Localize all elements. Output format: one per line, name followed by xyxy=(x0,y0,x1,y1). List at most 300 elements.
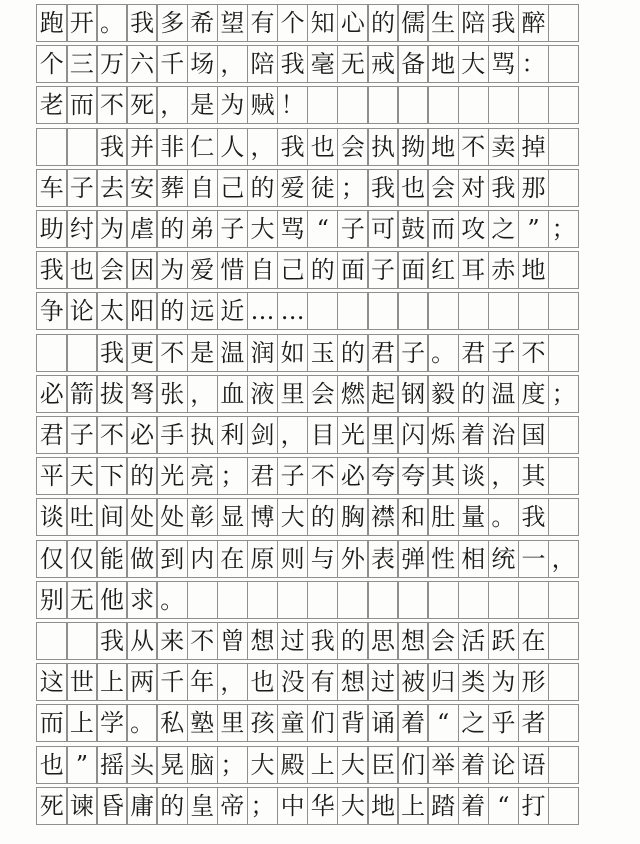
character-cell: 语 xyxy=(518,746,550,784)
character-cell xyxy=(397,86,429,124)
character-cell xyxy=(367,292,399,330)
character-cell xyxy=(187,581,219,619)
character-cell xyxy=(277,581,309,619)
character-cell: 千 xyxy=(156,663,188,701)
character-cell: 昏 xyxy=(96,787,128,825)
text-line xyxy=(36,787,604,825)
character-cell: 处 xyxy=(156,498,188,536)
character-cell: 的 xyxy=(126,457,158,495)
character-cell: 平 xyxy=(36,457,68,495)
text-line xyxy=(36,375,604,413)
character-cell: 性 xyxy=(427,540,459,578)
character-cell: 面 xyxy=(337,251,369,289)
text-line xyxy=(36,45,604,83)
text-line xyxy=(36,622,604,660)
character-cell: 钢 xyxy=(397,375,429,413)
character-cell: 的 xyxy=(247,169,279,207)
character-cell: 万 xyxy=(96,45,128,83)
character-cell: 知 xyxy=(307,4,339,42)
character-cell: 陪 xyxy=(458,4,490,42)
character-cell: 为 xyxy=(96,210,128,248)
character-cell xyxy=(548,169,580,207)
character-cell: 谈 xyxy=(36,498,68,536)
character-cell: 心 xyxy=(337,4,369,42)
character-cell: ； xyxy=(337,169,369,207)
character-cell: ， xyxy=(277,416,309,454)
character-cell: 也 xyxy=(307,128,339,166)
character-cell: 的 xyxy=(307,251,339,289)
character-cell: 无 xyxy=(337,45,369,83)
character-cell: 而 xyxy=(427,210,459,248)
character-cell: 备 xyxy=(397,45,429,83)
character-cell: 度 xyxy=(518,375,550,413)
character-cell: 塾 xyxy=(187,704,219,742)
text-line xyxy=(36,416,604,454)
character-cell xyxy=(36,334,68,372)
character-cell: ： xyxy=(518,45,550,83)
character-cell: 也 xyxy=(36,746,68,784)
character-cell: 跃 xyxy=(488,622,520,660)
character-cell: 打 xyxy=(518,787,550,825)
character-cell: 举 xyxy=(427,746,459,784)
character-cell: 襟 xyxy=(367,498,399,536)
character-cell: 地 xyxy=(518,251,550,289)
text-line xyxy=(36,210,604,248)
character-cell: 子 xyxy=(277,457,309,495)
character-cell: 博 xyxy=(247,498,279,536)
character-cell: 弟 xyxy=(187,210,219,248)
character-cell xyxy=(36,128,68,166)
character-cell xyxy=(548,292,580,330)
text-line xyxy=(36,746,604,784)
character-cell xyxy=(548,4,580,42)
character-cell: 太 xyxy=(96,292,128,330)
character-cell: 我 xyxy=(36,251,68,289)
character-cell xyxy=(337,86,369,124)
character-cell: 的 xyxy=(337,622,369,660)
character-cell: 其 xyxy=(518,457,550,495)
character-cell: 统 xyxy=(488,540,520,578)
character-cell: 争 xyxy=(36,292,68,330)
text-line xyxy=(36,4,604,42)
character-cell: 晃 xyxy=(156,746,188,784)
character-cell: 子 xyxy=(66,416,98,454)
character-cell: 希 xyxy=(187,4,219,42)
character-cell: 曾 xyxy=(217,622,249,660)
character-cell: 拔 xyxy=(96,375,128,413)
character-cell xyxy=(337,292,369,330)
character-cell: 子 xyxy=(367,251,399,289)
character-cell: 子 xyxy=(337,210,369,248)
character-cell: 闪 xyxy=(397,416,429,454)
character-cell: 掉 xyxy=(518,128,550,166)
character-cell xyxy=(548,128,580,166)
character-cell: 庸 xyxy=(126,787,158,825)
text-line xyxy=(36,540,604,578)
character-cell: 显 xyxy=(217,498,249,536)
character-cell xyxy=(36,622,68,660)
character-cell: 必 xyxy=(337,457,369,495)
text-line xyxy=(36,251,604,289)
character-cell: 老 xyxy=(36,86,68,124)
character-cell: 过 xyxy=(277,622,309,660)
character-cell: 原 xyxy=(247,540,279,578)
character-cell: 会 xyxy=(337,128,369,166)
character-cell: 上 xyxy=(307,746,339,784)
character-cell: 的 xyxy=(367,4,399,42)
character-cell: 开 xyxy=(66,4,98,42)
character-cell: 葬 xyxy=(156,169,188,207)
character-cell: 不 xyxy=(187,622,219,660)
character-cell: 那 xyxy=(518,169,550,207)
character-cell: 徒 xyxy=(307,169,339,207)
character-cell: 间 xyxy=(96,498,128,536)
character-cell: 在 xyxy=(217,540,249,578)
character-cell: 摇 xyxy=(96,746,128,784)
character-cell: 的 xyxy=(337,334,369,372)
character-cell: 望 xyxy=(217,4,249,42)
character-cell: 我 xyxy=(367,169,399,207)
character-cell: 骂 xyxy=(488,45,520,83)
character-cell: ； xyxy=(548,375,580,413)
character-cell: 生 xyxy=(427,4,459,42)
character-cell: 想 xyxy=(397,622,429,660)
character-cell: 亮 xyxy=(187,457,219,495)
character-cell: 跑 xyxy=(36,4,68,42)
character-cell: 己 xyxy=(277,251,309,289)
character-cell: “ xyxy=(488,787,520,825)
character-cell xyxy=(247,581,279,619)
character-cell: 会 xyxy=(427,169,459,207)
text-line xyxy=(36,169,604,207)
character-cell: 彰 xyxy=(187,498,219,536)
character-cell: 着 xyxy=(458,787,490,825)
character-cell: 这 xyxy=(36,663,68,701)
character-cell: 踏 xyxy=(427,787,459,825)
character-cell: 六 xyxy=(126,45,158,83)
character-cell: 不 xyxy=(156,334,188,372)
character-cell: 一 xyxy=(518,540,550,578)
character-cell: 皇 xyxy=(187,787,219,825)
character-cell: 必 xyxy=(126,416,158,454)
character-cell: 我 xyxy=(277,128,309,166)
character-cell: 夸 xyxy=(397,457,429,495)
character-cell: 着 xyxy=(458,416,490,454)
character-cell: 子 xyxy=(488,334,520,372)
character-cell xyxy=(548,622,580,660)
character-cell: 地 xyxy=(427,45,459,83)
character-cell: 形 xyxy=(518,663,550,701)
character-cell: 中 xyxy=(277,787,309,825)
character-cell: 臣 xyxy=(367,746,399,784)
character-cell: ； xyxy=(217,457,249,495)
character-cell: 里 xyxy=(277,375,309,413)
character-cell: 到 xyxy=(156,540,188,578)
character-cell: 光 xyxy=(156,457,188,495)
character-cell: 谏 xyxy=(66,787,98,825)
character-cell: ， xyxy=(548,540,580,578)
character-cell: 学 xyxy=(96,704,128,742)
character-cell: 因 xyxy=(126,251,158,289)
character-cell xyxy=(548,787,580,825)
character-cell: 车 xyxy=(36,169,68,207)
character-cell: 大 xyxy=(458,45,490,83)
character-cell xyxy=(518,292,550,330)
character-cell: 君 xyxy=(458,334,490,372)
character-cell: 为 xyxy=(217,86,249,124)
character-cell: 我 xyxy=(488,169,520,207)
character-cell: … xyxy=(277,292,309,330)
character-cell: ， xyxy=(156,86,188,124)
character-cell: 温 xyxy=(488,375,520,413)
character-cell xyxy=(548,498,580,536)
character-cell xyxy=(367,581,399,619)
character-cell: 多 xyxy=(156,4,188,42)
character-cell: 不 xyxy=(96,86,128,124)
character-cell: 大 xyxy=(247,210,279,248)
character-cell: ， xyxy=(217,663,249,701)
character-cell: 起 xyxy=(367,375,399,413)
character-cell: 在 xyxy=(518,622,550,660)
character-cell: 死 xyxy=(36,787,68,825)
character-cell: 烁 xyxy=(427,416,459,454)
character-cell: 不 xyxy=(96,416,128,454)
character-cell: 血 xyxy=(217,375,249,413)
character-cell: 执 xyxy=(187,416,219,454)
character-cell: 胸 xyxy=(337,498,369,536)
character-cell: 之 xyxy=(488,210,520,248)
character-cell: 骂 xyxy=(277,210,309,248)
character-cell xyxy=(518,581,550,619)
character-cell: 燃 xyxy=(337,375,369,413)
character-cell: 其 xyxy=(427,457,459,495)
character-cell: 执 xyxy=(367,128,399,166)
character-cell: 仅 xyxy=(66,540,98,578)
character-cell: 的 xyxy=(156,292,188,330)
character-cell: ” xyxy=(66,746,98,784)
character-cell: 弹 xyxy=(397,540,429,578)
character-cell: 。 xyxy=(126,704,158,742)
character-cell: 下 xyxy=(96,457,128,495)
character-cell: 处 xyxy=(126,498,158,536)
character-cell: 贼 xyxy=(247,86,279,124)
character-cell: 里 xyxy=(367,416,399,454)
character-cell: 有 xyxy=(247,4,279,42)
character-cell: 从 xyxy=(126,622,158,660)
character-cell: 个 xyxy=(277,4,309,42)
character-cell: 想 xyxy=(247,622,279,660)
character-cell: 我 xyxy=(488,4,520,42)
character-cell: ， xyxy=(247,128,279,166)
character-cell xyxy=(458,292,490,330)
character-cell: 国 xyxy=(518,416,550,454)
character-cell: 红 xyxy=(427,251,459,289)
character-cell: 君 xyxy=(367,334,399,372)
character-cell: 醉 xyxy=(518,4,550,42)
character-cell xyxy=(548,663,580,701)
character-cell: 想 xyxy=(337,663,369,701)
character-cell: 死 xyxy=(126,86,158,124)
character-cell xyxy=(427,581,459,619)
character-cell: 仅 xyxy=(36,540,68,578)
character-cell xyxy=(427,292,459,330)
character-cell: 。 xyxy=(96,4,128,42)
character-cell: 必 xyxy=(36,375,68,413)
character-cell: 着 xyxy=(458,746,490,784)
character-cell: 没 xyxy=(277,663,309,701)
character-cell: 拗 xyxy=(397,128,429,166)
character-cell: 温 xyxy=(217,334,249,372)
character-cell: 耳 xyxy=(458,251,490,289)
character-cell xyxy=(548,251,580,289)
character-cell: 里 xyxy=(217,704,249,742)
character-cell: 无 xyxy=(66,581,98,619)
character-cell: 活 xyxy=(458,622,490,660)
character-cell: 远 xyxy=(187,292,219,330)
character-cell: 世 xyxy=(66,663,98,701)
text-line xyxy=(36,581,604,619)
character-cell xyxy=(548,334,580,372)
character-cell: 会 xyxy=(427,622,459,660)
text-line xyxy=(36,86,604,124)
character-cell xyxy=(217,581,249,619)
character-cell: ， xyxy=(488,457,520,495)
character-cell: 私 xyxy=(156,704,188,742)
character-cell: 个 xyxy=(36,45,68,83)
character-cell xyxy=(66,334,98,372)
text-line xyxy=(36,663,604,701)
character-cell: 手 xyxy=(156,416,188,454)
character-cell: 子 xyxy=(217,210,249,248)
character-cell: 可 xyxy=(367,210,399,248)
character-cell xyxy=(518,86,550,124)
character-cell: 类 xyxy=(458,663,490,701)
character-cell: 童 xyxy=(277,704,309,742)
character-cell: ” xyxy=(518,210,550,248)
character-cell: 如 xyxy=(277,334,309,372)
character-cell: 自 xyxy=(247,251,279,289)
character-cell: 治 xyxy=(488,416,520,454)
character-cell xyxy=(307,86,339,124)
character-cell xyxy=(397,581,429,619)
character-cell: 做 xyxy=(126,540,158,578)
character-cell xyxy=(548,45,580,83)
character-cell xyxy=(397,292,429,330)
text-line xyxy=(36,334,604,372)
character-cell xyxy=(488,292,520,330)
character-cell: 助 xyxy=(36,210,68,248)
character-cell: 大 xyxy=(277,498,309,536)
character-cell xyxy=(548,416,580,454)
character-cell: 会 xyxy=(96,251,128,289)
character-cell: 之 xyxy=(458,704,490,742)
character-cell: 光 xyxy=(337,416,369,454)
character-cell: 乎 xyxy=(488,704,520,742)
character-cell: 不 xyxy=(518,334,550,372)
character-cell: 面 xyxy=(397,251,429,289)
character-cell: 的 xyxy=(307,498,339,536)
character-cell xyxy=(307,581,339,619)
character-cell: 地 xyxy=(367,787,399,825)
character-cell: 己 xyxy=(217,169,249,207)
character-cell: 的 xyxy=(458,375,490,413)
character-cell: 对 xyxy=(458,169,490,207)
character-cell: 的 xyxy=(156,210,188,248)
character-cell: 论 xyxy=(66,292,98,330)
character-cell: 不 xyxy=(307,457,339,495)
character-cell: 攻 xyxy=(458,210,490,248)
character-cell: 惜 xyxy=(217,251,249,289)
character-cell xyxy=(307,292,339,330)
character-cell: “ xyxy=(427,704,459,742)
character-cell: 爱 xyxy=(277,169,309,207)
character-cell: 我 xyxy=(518,498,550,536)
character-cell: 毅 xyxy=(427,375,459,413)
character-cell: 大 xyxy=(337,746,369,784)
character-cell xyxy=(337,581,369,619)
text-line xyxy=(36,128,604,166)
character-cell: 上 xyxy=(96,663,128,701)
text-line xyxy=(36,292,604,330)
character-cell: 三 xyxy=(66,45,98,83)
character-cell: 过 xyxy=(367,663,399,701)
character-cell: … xyxy=(247,292,279,330)
character-cell: 夸 xyxy=(367,457,399,495)
character-cell: 华 xyxy=(307,787,339,825)
text-line xyxy=(36,457,604,495)
character-cell: 我 xyxy=(96,334,128,372)
character-cell: 。 xyxy=(488,498,520,536)
character-cell: 求 xyxy=(126,581,158,619)
character-cell xyxy=(427,86,459,124)
character-cell: 孩 xyxy=(247,704,279,742)
character-cell: 们 xyxy=(307,704,339,742)
character-cell: 论 xyxy=(488,746,520,784)
character-cell: 我 xyxy=(307,622,339,660)
character-cell: 内 xyxy=(187,540,219,578)
character-cell: 玉 xyxy=(307,334,339,372)
character-cell: 肚 xyxy=(427,498,459,536)
character-cell: 非 xyxy=(156,128,188,166)
character-cell: ； xyxy=(217,746,249,784)
character-cell: 阳 xyxy=(126,292,158,330)
character-cell: 则 xyxy=(277,540,309,578)
character-cell: 头 xyxy=(126,746,158,784)
character-cell: 而 xyxy=(66,86,98,124)
character-cell xyxy=(548,457,580,495)
character-cell: 我 xyxy=(277,45,309,83)
character-cell: 。 xyxy=(427,334,459,372)
character-cell: 我 xyxy=(126,4,158,42)
text-line xyxy=(36,498,604,536)
character-cell: 思 xyxy=(367,622,399,660)
character-cell: 也 xyxy=(397,169,429,207)
character-cell: 量 xyxy=(458,498,490,536)
character-cell xyxy=(488,581,520,619)
character-cell: 是 xyxy=(187,334,219,372)
character-cell: “ xyxy=(307,210,339,248)
character-cell: 子 xyxy=(66,169,98,207)
character-cell xyxy=(66,128,98,166)
character-cell: 来 xyxy=(156,622,188,660)
character-cell: ， xyxy=(217,45,249,83)
character-cell: 大 xyxy=(337,787,369,825)
character-cell: 润 xyxy=(247,334,279,372)
character-cell: 能 xyxy=(96,540,128,578)
character-cell: 上 xyxy=(397,787,429,825)
character-cell: 也 xyxy=(66,251,98,289)
character-cell: 纣 xyxy=(66,210,98,248)
